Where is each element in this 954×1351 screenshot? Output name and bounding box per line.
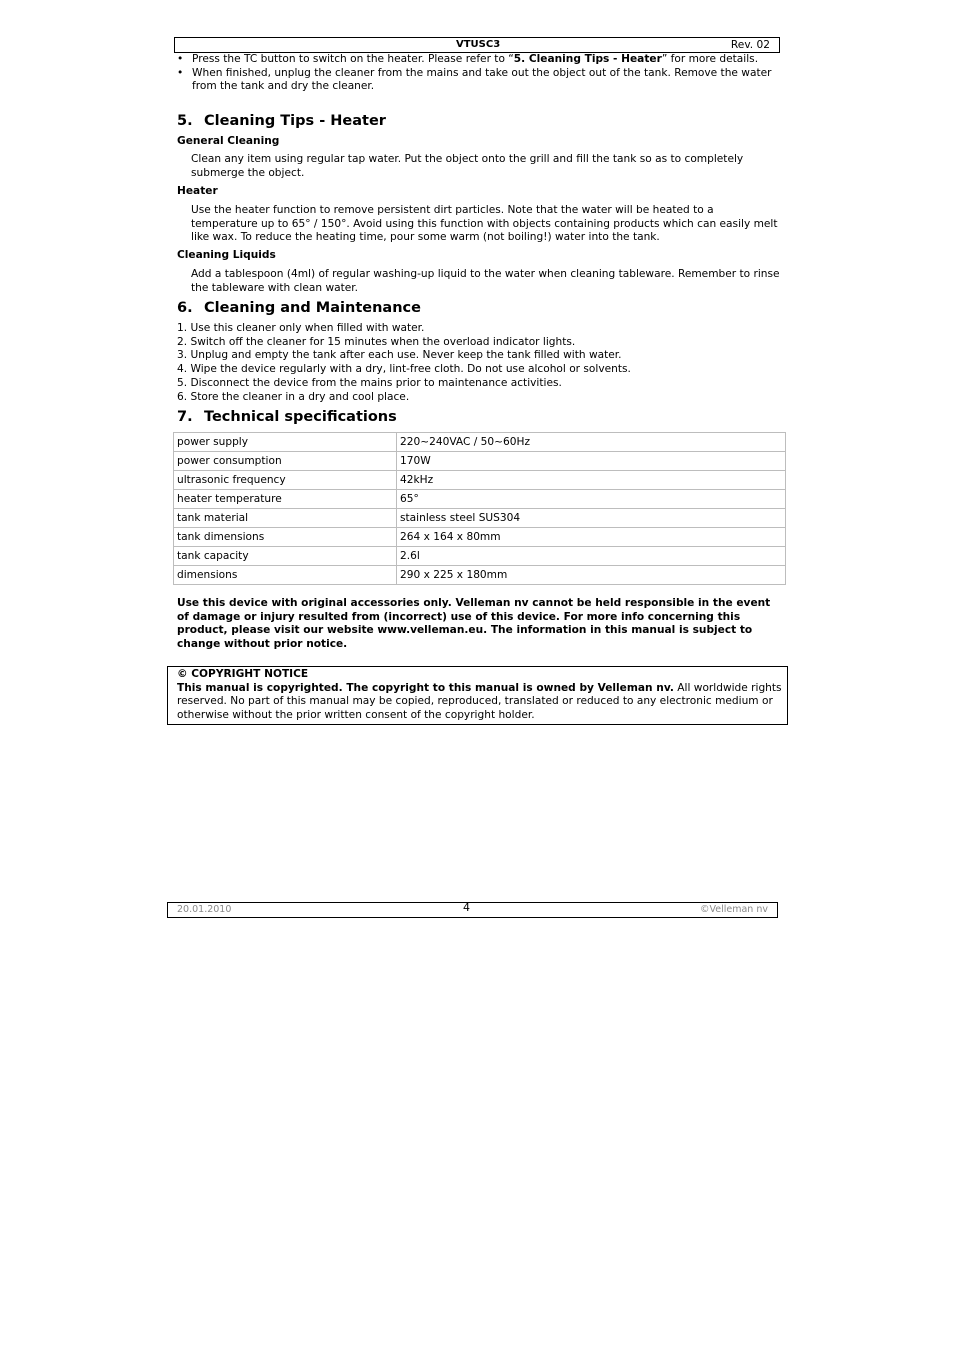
list-item: 5. Disconnect the device from the mains prior to maintenance activities. [177, 376, 562, 389]
section6-title: Cleaning and Maintenance [204, 300, 421, 316]
spec-label: power consumption [174, 452, 397, 471]
spec-value: stainless steel SUS304 [397, 509, 786, 528]
table-row [174, 547, 786, 566]
table-row [174, 566, 786, 585]
copyright-notice-box [167, 666, 788, 725]
list-item [177, 53, 782, 67]
table-row [174, 490, 786, 509]
spec-value: 170W [397, 452, 786, 471]
cleaning-liquids-text: Add a tablespoon (4ml) of regular washing-up liquid to the water when cleaning tableware. Remember to rinse the tableware with clean water. [191, 268, 780, 294]
general-cleaning-heading: General Cleaning [177, 135, 280, 147]
spec-label: heater temperature [174, 490, 397, 509]
table-row [174, 433, 786, 452]
bullet-icon: • [177, 53, 184, 65]
list-item: 6. Store the cleaner in a dry and cool place. [177, 390, 410, 403]
list-item: 1. Use this cleaner only when filled with water. [177, 322, 425, 334]
bullet-reference: 5. Cleaning Tips - Heater [513, 53, 662, 65]
cleaning-liquids-heading: Cleaning Liquids [177, 249, 276, 261]
header-model: VTUSC3 [456, 39, 501, 50]
copyright-text: All worldwide rights reserved. No part of this manual may be copied, reproduced, translated or reduced to any electronic medium or otherwise without the prior written consent of the copyright holder. [177, 681, 782, 722]
spec-value: 220~240VAC / 50~60Hz [397, 433, 786, 452]
spec-label: tank material [174, 509, 397, 528]
list-item: 4. Wipe the device regularly with a dry, lint-free cloth. Do not use alcohol or solvents. [177, 363, 631, 376]
copyright-body [177, 682, 787, 723]
spec-label: power supply [174, 433, 397, 452]
spec-table [173, 432, 786, 585]
bullet-text-suffix: ” for more details. [661, 53, 759, 65]
maintenance-list [177, 322, 782, 404]
list-item: 2. Switch off the cleaner for 15 minutes when the overload indicator lights. [177, 335, 576, 348]
spec-label: tank dimensions [174, 528, 397, 547]
table-row [174, 528, 786, 547]
heater-text: Use the heater function to remove persistent dirt particles. Note that the water will be heated to a temperature up to 65° / 150°. Avoid using this function with objects containing products which can easily melt like wax. To reduce the heating time, pour some warm (not boiling!) water into the tank. [191, 204, 778, 244]
page-header [174, 37, 780, 53]
usage-notice: Use this device with original accessories only. Velleman nv cannot be held responsible in the event of damage or injury resulted from (incorrect) use of this device. For more info concerning this product, please visit our website www.velleman.eu. The information in this manual is subject to change without prior notice. [177, 597, 771, 651]
section6-heading [177, 300, 421, 317]
spec-label: dimensions [174, 566, 397, 585]
intro-bullet-list [177, 53, 782, 94]
bullet-text: When finished, unplug the cleaner from the mains and take out the object out of the tank. Remove the water from the tank and dry the cleaner. [192, 66, 772, 93]
spec-value: 264 x 164 x 80mm [397, 528, 786, 547]
section7-title: Technical specifications [204, 409, 397, 425]
footer-date: 20.01.2010 [177, 904, 232, 915]
bullet-text-prefix: Press the TC button to switch on the heater. Please refer to “ [192, 53, 514, 65]
page-footer [167, 902, 778, 918]
table-row [174, 452, 786, 471]
bullet-icon: • [177, 66, 184, 79]
table-row [174, 509, 786, 528]
spec-value: 2.6l [397, 547, 786, 566]
header-revision: Rev. 02 [730, 39, 770, 51]
section7-number: 7. [177, 409, 193, 425]
copyright-title: © COPYRIGHT NOTICE [177, 668, 309, 680]
spec-value: 290 x 225 x 180mm [397, 566, 786, 585]
spec-value: 42kHz [397, 471, 786, 490]
section5-title: Cleaning Tips - Heater [204, 113, 386, 129]
table-row [174, 471, 786, 490]
spec-value: 65° [397, 490, 786, 509]
section7-heading [177, 409, 397, 426]
footer-company: ©Velleman nv [700, 904, 768, 915]
copyright-bold-text: This manual is copyrighted. The copyright to this manual is owned by Velleman nv. [177, 681, 674, 694]
general-cleaning-text: Clean any item using regular tap water. Put the object onto the grill and fill the tank so as to completely submerge the object. [191, 153, 744, 179]
section6-number: 6. [177, 300, 193, 316]
page-number: 4 [463, 901, 470, 914]
section5-number: 5. [177, 113, 193, 129]
list-item [177, 67, 782, 94]
section5-heading [177, 113, 386, 130]
spec-label: tank capacity [174, 547, 397, 566]
heater-heading: Heater [177, 185, 218, 197]
list-item: 3. Unplug and empty the tank after each use. Never keep the tank filled with water. [177, 349, 622, 362]
spec-label: ultrasonic frequency [174, 471, 397, 490]
